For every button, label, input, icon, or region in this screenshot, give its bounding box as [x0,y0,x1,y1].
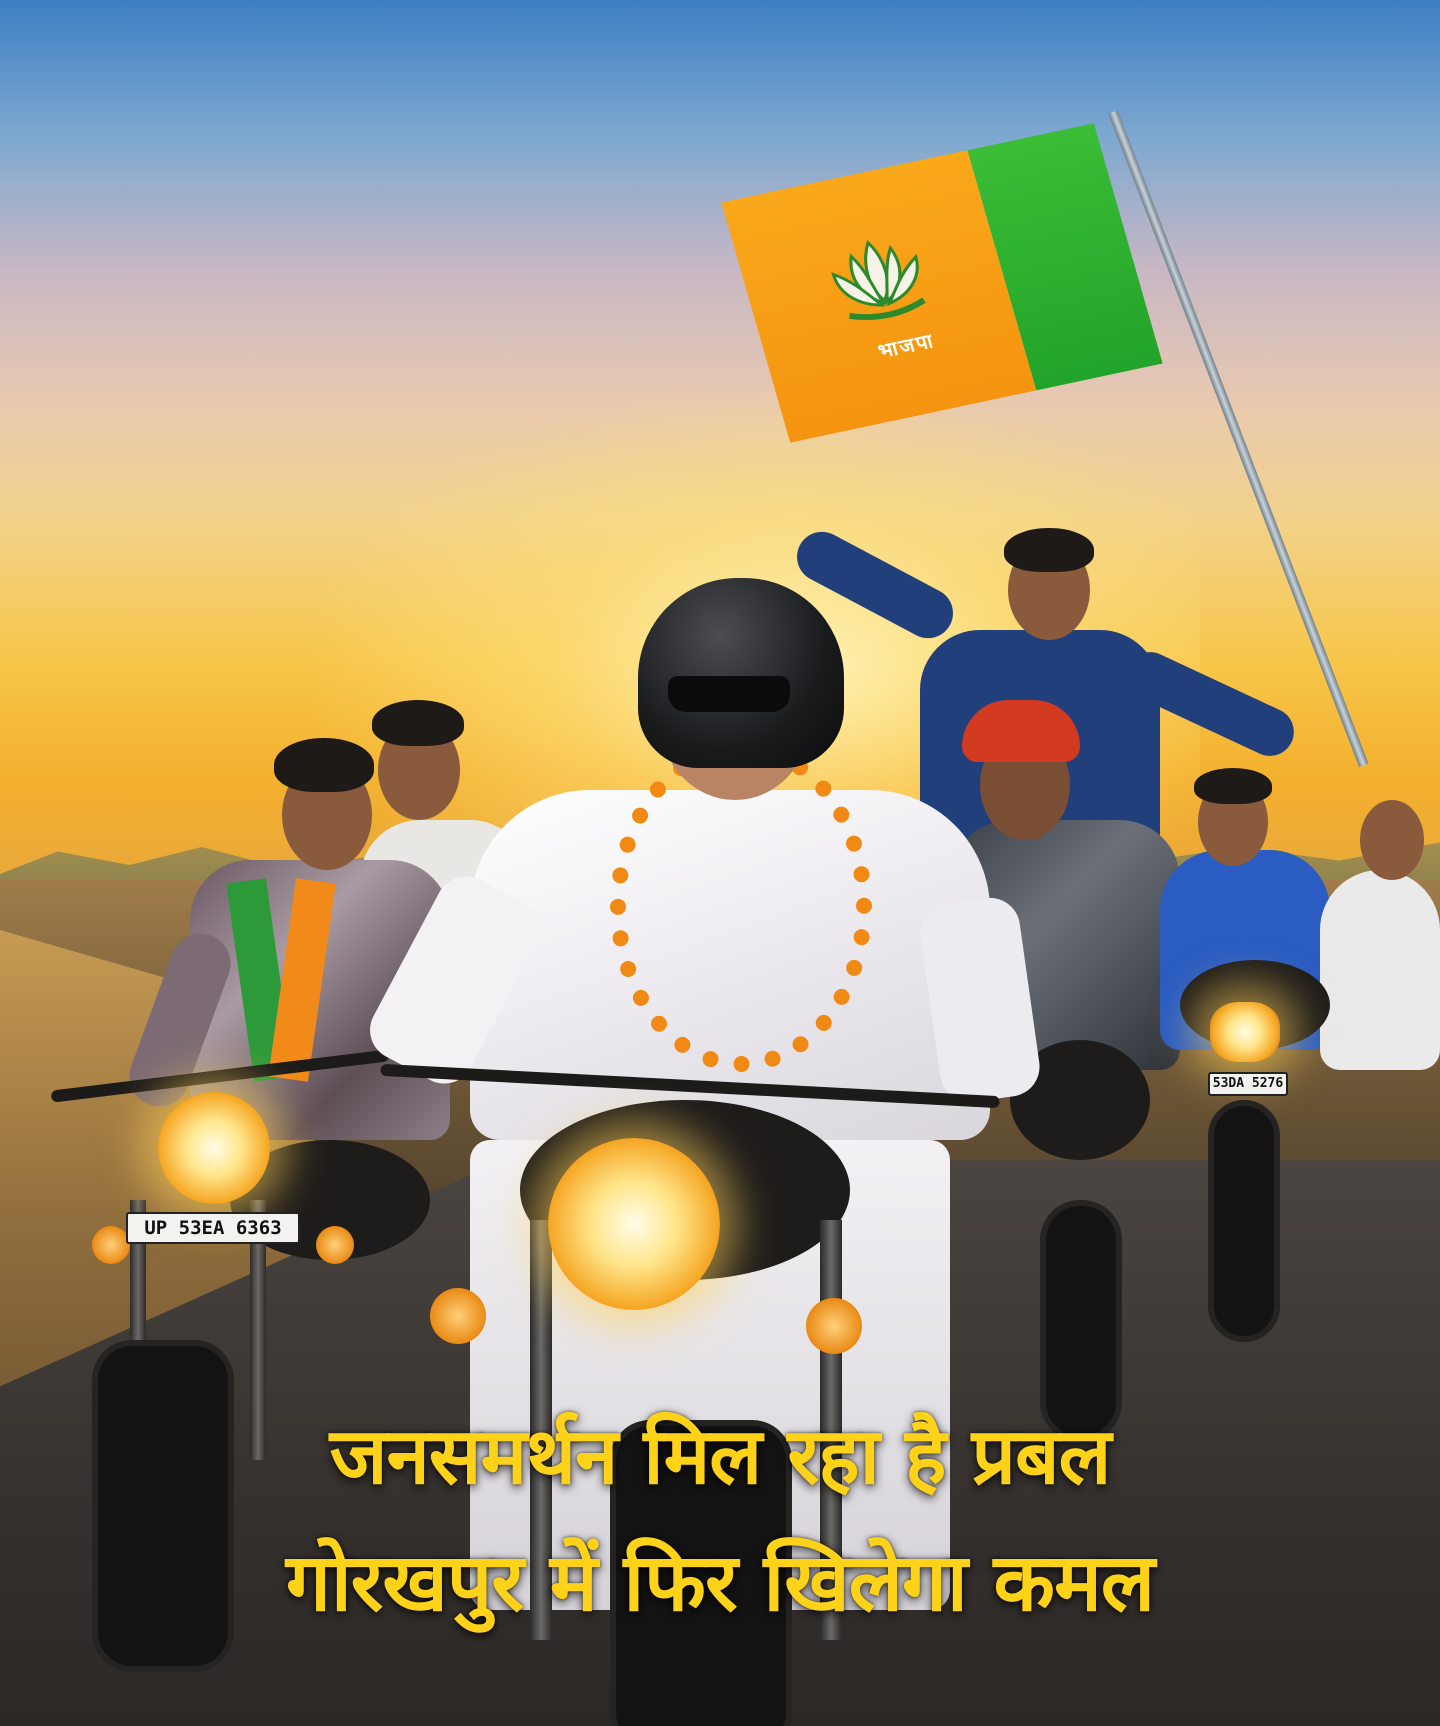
lotus-icon [806,221,951,342]
main-headlight [548,1138,720,1310]
flag-party-name: भाजपा [875,328,938,364]
headline-line-1: जनसमर्थन मिल रहा है प्रबल [329,1412,1111,1502]
number-plate-right: 53DA 5276 [1208,1072,1288,1096]
sunglasses [668,676,790,712]
helmet [638,578,844,768]
number-plate-left: UP 53EA 6363 [126,1212,300,1244]
headline-line-2: गोरखपुर में फिर खिलेगा कमल [285,1536,1155,1629]
